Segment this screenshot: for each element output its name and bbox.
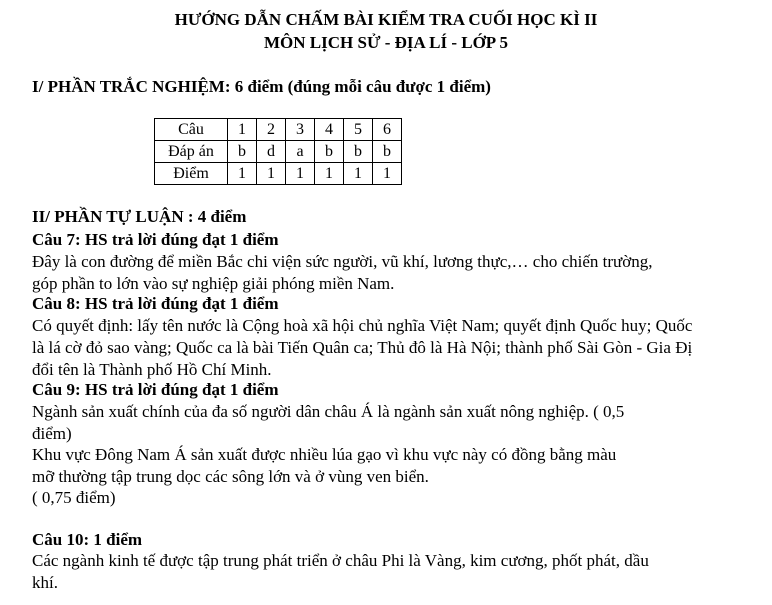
question-9-line: ( 0,75 điểm) xyxy=(32,488,116,507)
document-title-line-1: HƯỚNG DẪN CHẤM BÀI KIỂM TRA CUỐI HỌC KÌ II xyxy=(174,10,598,29)
table-cell: 1 xyxy=(228,119,257,141)
question-8-line: Có quyết định: lấy tên nước là Cộng hoà xã hội chủ nghĩa Việt Nam; quyết định Quốc huy; Quốc xyxy=(32,316,693,335)
row-label: Điểm xyxy=(155,163,228,185)
table-cell: 1 xyxy=(257,163,286,185)
row-label: Câu xyxy=(155,119,228,141)
question-7-heading: Câu 7: HS trả lời đúng đạt 1 điểm xyxy=(32,230,279,249)
document-title-line-2: MÔN LỊCH SỬ - ĐỊA LÍ - LỚP 5 xyxy=(263,33,508,52)
table-cell: 1 xyxy=(286,163,315,185)
part1-heading: I/ PHẦN TRẮC NGHIỆM: 6 điểm (đúng mỗi câu được 1 điểm) xyxy=(32,77,491,96)
table-row xyxy=(155,163,402,185)
table-cell: a xyxy=(286,141,315,163)
question-7-line: góp phần to lớn vào sự nghiệp giải phóng miền Nam. xyxy=(32,274,395,293)
table-cell: 4 xyxy=(315,119,344,141)
question-9-line: Ngành sản xuất chính của đa số người dân châu Á là ngành sản xuất nông nghiệp. ( 0,5 xyxy=(32,402,625,421)
table-cell: 6 xyxy=(373,119,402,141)
table-cell: 2 xyxy=(257,119,286,141)
table-cell: 3 xyxy=(286,119,315,141)
row-label: Đáp án xyxy=(155,141,228,163)
question-8-line: đổi tên là Thành phố Hồ Chí Minh. xyxy=(32,360,272,379)
table-cell: 1 xyxy=(373,163,402,185)
table-cell: b xyxy=(344,141,373,163)
table-cell: 1 xyxy=(344,163,373,185)
question-9-line: điểm) xyxy=(32,424,72,443)
table-cell: 5 xyxy=(344,119,373,141)
question-9-heading: Câu 9: HS trả lời đúng đạt 1 điểm xyxy=(32,380,279,399)
question-10-line: Các ngành kinh tế được tập trung phát triển ở châu Phi là Vàng, kim cương, phốt phát, dầu xyxy=(32,551,649,570)
question-8-heading: Câu 8: HS trả lời đúng đạt 1 điểm xyxy=(32,294,279,313)
question-10-heading: Câu 10: 1 điểm xyxy=(32,530,143,549)
question-8-line: là lá cờ đỏ sao vàng; Quốc ca là bài Tiến Quân ca; Thủ đô là Hà Nội; thành phố Sài Gòn - Gia Đị xyxy=(32,338,693,357)
table-row xyxy=(155,141,402,163)
table-cell: b xyxy=(373,141,402,163)
table-cell: b xyxy=(315,141,344,163)
table-cell: 1 xyxy=(315,163,344,185)
question-9-line: mỡ thường tập trung dọc các sông lớn và ở vùng ven biển. xyxy=(32,467,429,486)
table-cell: d xyxy=(257,141,286,163)
question-7-line: Đây là con đường để miền Bắc chi viện sức người, vũ khí, lương thực,… cho chiến trường, xyxy=(32,252,653,271)
table-cell: 1 xyxy=(228,163,257,185)
question-10-line: khí. xyxy=(32,573,58,592)
part2-heading: II/ PHẦN TỰ LUẬN : 4 điểm xyxy=(32,207,247,226)
table-row xyxy=(155,119,402,141)
table-cell: b xyxy=(228,141,257,163)
answer-table xyxy=(154,118,402,185)
question-9-line: Khu vực Đông Nam Á sản xuất được nhiều lúa gạo vì khu vực này có đồng bằng màu xyxy=(32,445,617,464)
